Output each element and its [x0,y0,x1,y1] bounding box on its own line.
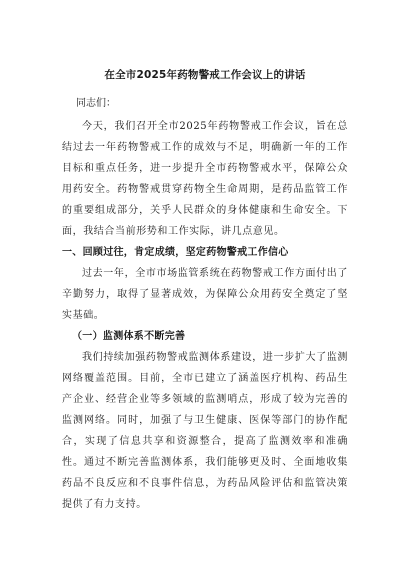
salutation: 同志们： [76,98,116,109]
subsection-paragraph: 我们持续加强药物警戒监测体系建设，进一步扩大了监测网络覆盖范围。目前，全市已建立了涵盖医疗机构、药品生产企业、经营企业等多领域的监测哨点，形成了较为完善的监测网络。同时，加强了与卫生健康、医保等部门的协作配合，实现了信息共享和资源整合，提高了监测效率和准确性。通过不断完善监测体系，我们能够更及时、全面地收集药品不良反应和不良事件信息，为药品风险评估和监管决策提供了有力支持。 [62,352,348,510]
intro-paragraph: 今天，我们召开全市2025年药物警戒工作会议，旨在总结过去一年药物警戒工作的成效与不足，明确新一年的工作目标和重点任务，进一步提升全市药物警戒水平，保障公众用药安全。药物警戒贯穿药物全生命周期，是药品监管工作的重要组成部分，关乎人民群众的身体健康和生命安全。下面，我结合当前形势和工作实际，讲几点意见。 [62,121,348,237]
section-paragraph: 过去一年，全市市场监管系统在药物警戒工作方面付出了辛勤努力，取得了显著成效，为保障公众用药安全奠定了坚实基础。 [62,268,348,321]
document-body [62,66,348,515]
document-title: 在全市2025年药物警戒工作会议上的讲话 [104,69,306,81]
subsection-heading: （一）监测体系不断完善 [72,331,186,342]
section-heading: 一、回顾过往，肯定成绩，坚定药物警戒工作信心 [62,247,289,258]
